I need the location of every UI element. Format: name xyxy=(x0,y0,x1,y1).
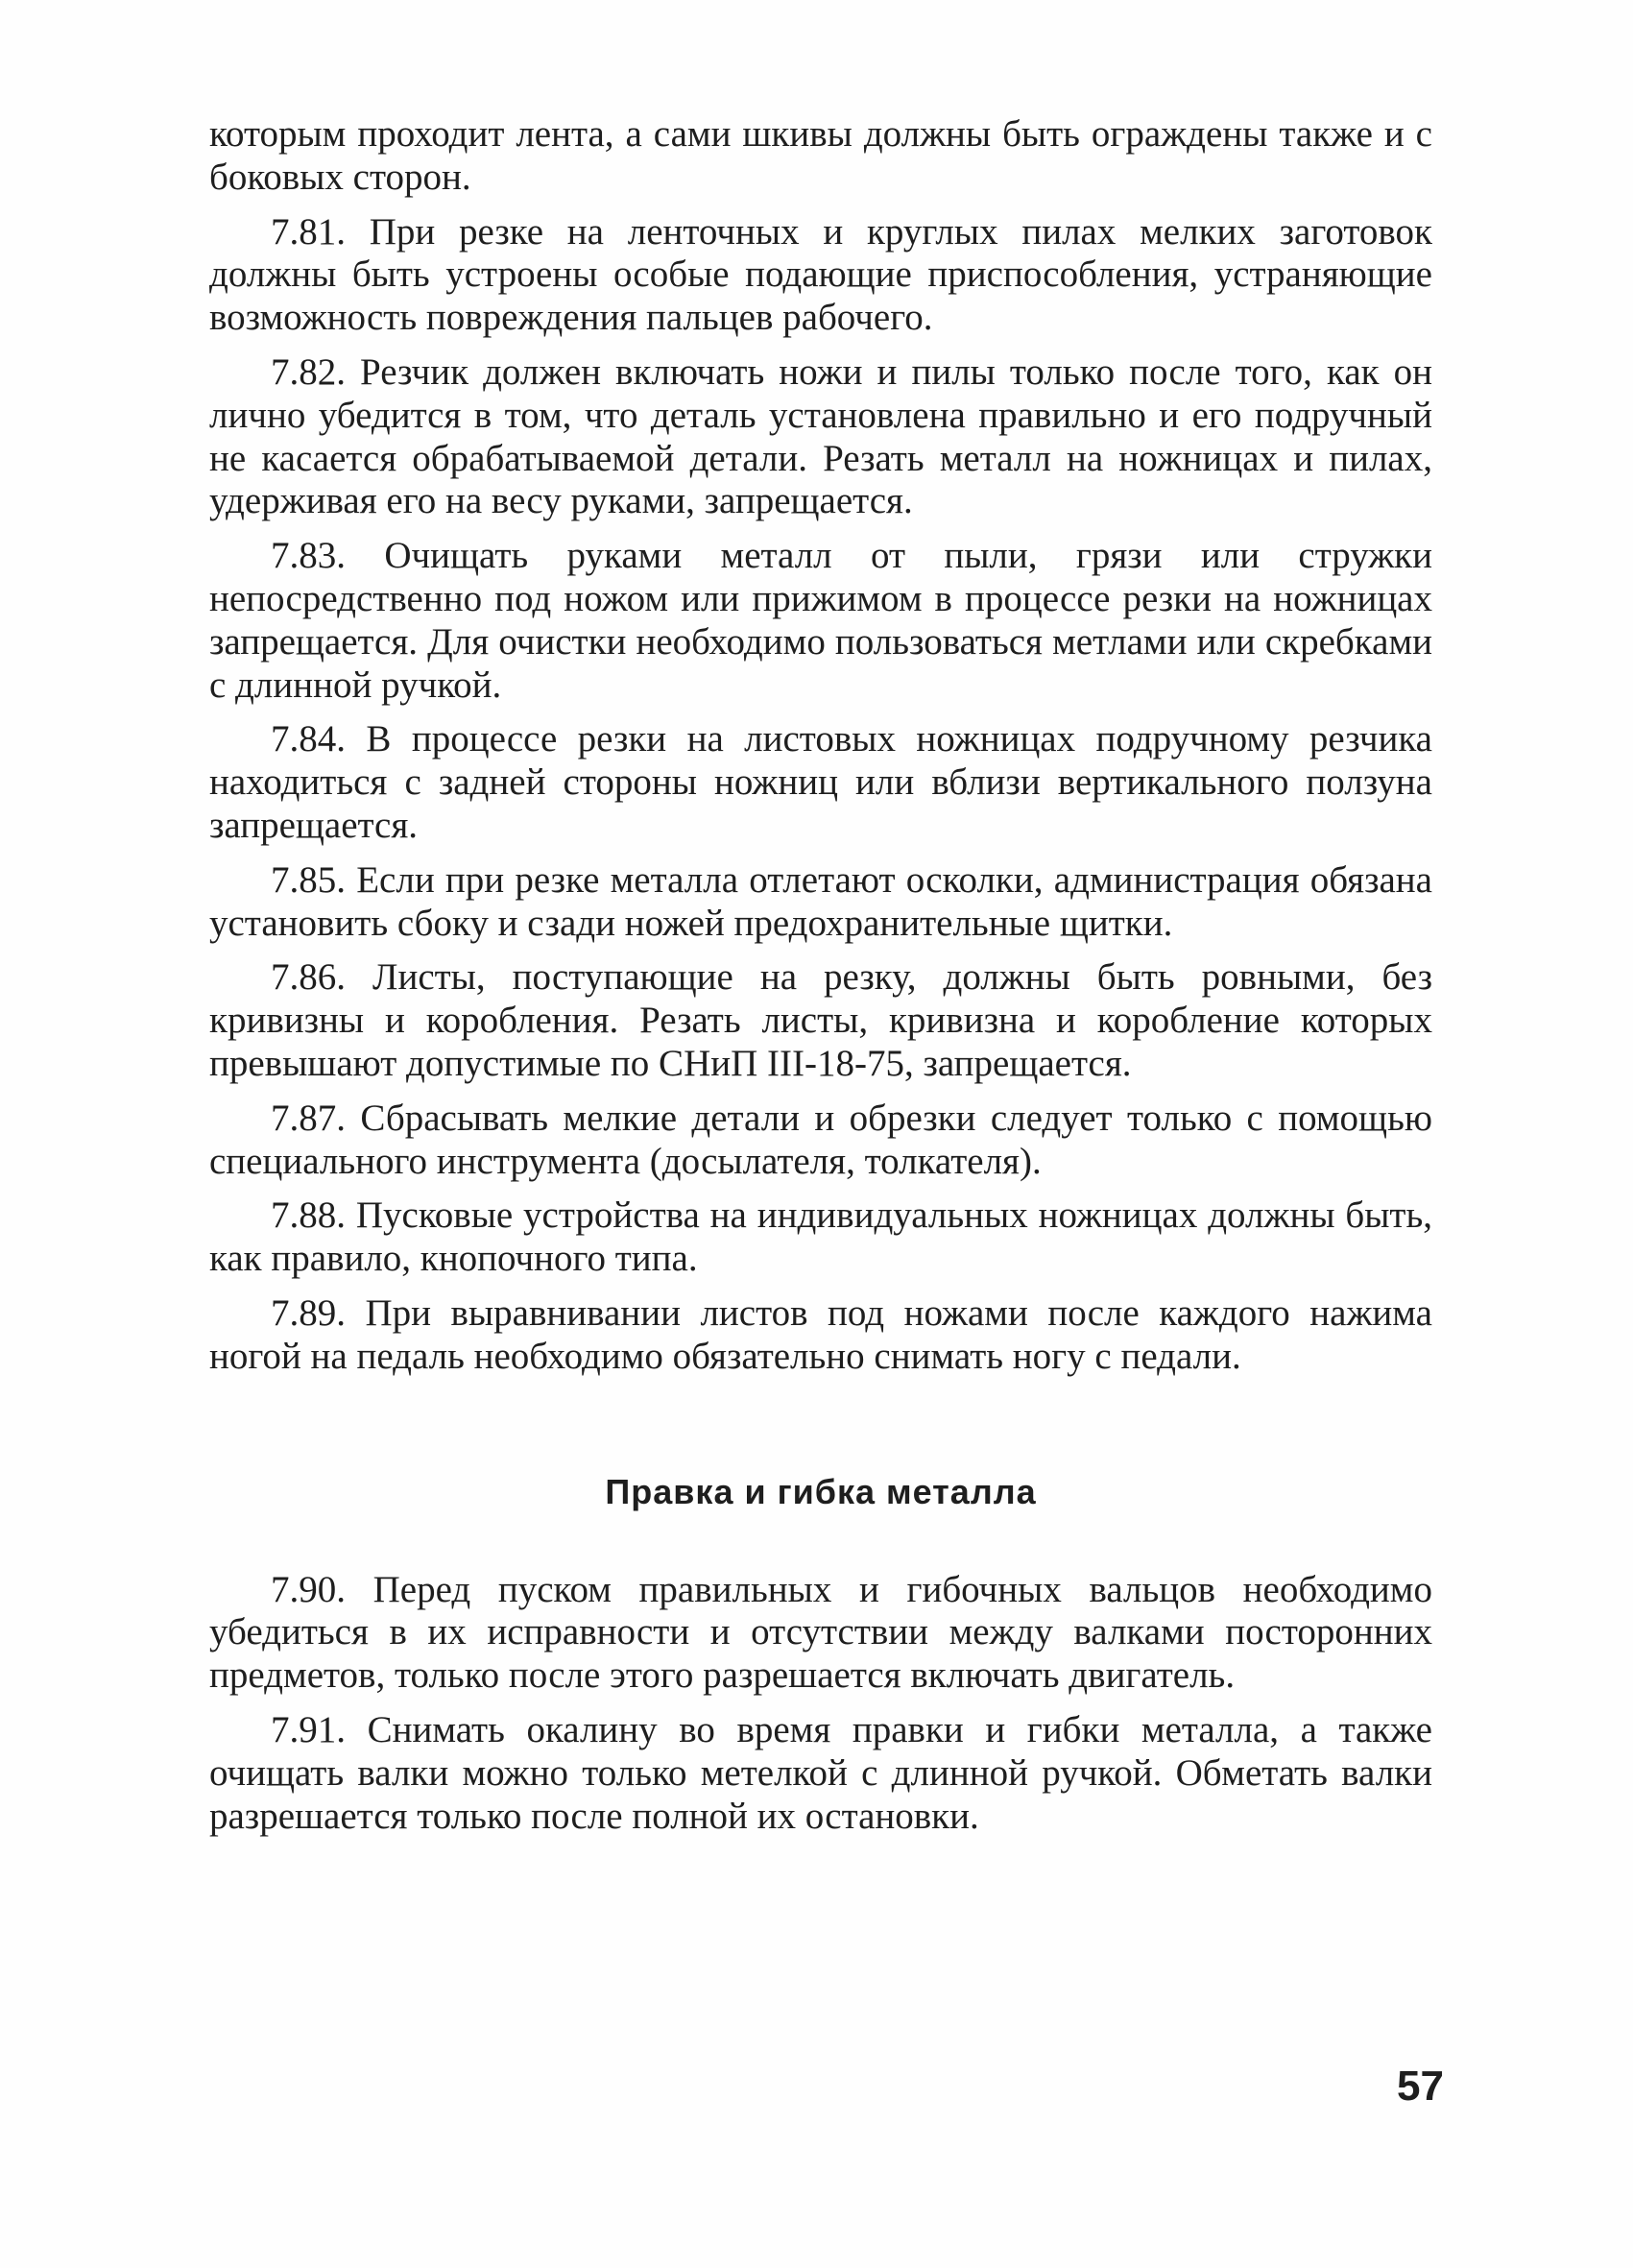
paragraph-7-85: 7.85. Если при резке металла отлетают осколки, администрация обязана установить сбоку и сзади ножей предохранительные щитки. xyxy=(209,858,1432,944)
paragraph-7-81: 7.81. При резке на ленточных и круглых пилах мелких заготовок должны быть устроены особые подающие приспособления, устраняющие возможность повреждения пальцев рабочего. xyxy=(209,210,1432,339)
paragraph-7-87: 7.87. Сбрасывать мелкие детали и обрезки следует только с помощью специального инструмента (досылателя, толкателя). xyxy=(209,1097,1432,1182)
text-column xyxy=(209,113,1432,1838)
paragraph-7-90: 7.90. Перед пуском правильных и гибочных вальцов необходимо убедиться в их исправности и отсутствии между валками посторонних предметов, только после этого разрешается включать двигатель. xyxy=(209,1568,1432,1697)
paragraph-7-82: 7.82. Резчик должен включать ножи и пилы только после того, как он лично убедится в том, что деталь установлена правильно и его подручный не касается обрабатываемой детали. Резать металл на ножницах и пилах, удерживая его на весу руками, запрещается. xyxy=(209,350,1432,522)
page-number: 57 xyxy=(1397,2063,1444,2110)
paragraph-continuation: которым проходит лента, а сами шкивы должны быть ограждены также и с боковых сторон. xyxy=(209,113,1432,198)
paragraph-7-89: 7.89. При выравнивании листов под ножами после каждого нажима ногой на педаль необходимо обязательно снимать ногу с педали. xyxy=(209,1291,1432,1377)
paragraph-7-86: 7.86. Листы, поступающие на резку, должны быть ровными, без кривизны и коробления. Резать листы, кривизна и коробление которых превышают допустимые по СНиП III-18-75, запрещается. xyxy=(209,956,1432,1084)
paragraph-7-83: 7.83. Очищать руками металл от пыли, грязи или стружки непосредственно под ножом или прижимом в процессе резки на ножницах запрещается. Для очистки необходимо пользоваться метлами или скребками с длинной ручкой. xyxy=(209,535,1432,706)
paragraph-7-84: 7.84. В процессе резки на листовых ножницах подручному резчика находиться с задней стороны ножниц или вблизи вертикального ползуна запрещается. xyxy=(209,718,1432,846)
section-heading: Правка и гибка металла xyxy=(605,1471,1037,1511)
paragraph-7-91: 7.91. Снимать окалину во время правки и гибки металла, а также очищать валки можно только метелкой с длинной ручкой. Обметать валки разрешается только после полной их остановки. xyxy=(209,1708,1432,1837)
paragraph-7-88: 7.88. Пусковые устройства на индивидуальных ножницах должны быть, как правило, кнопочного типа. xyxy=(209,1194,1432,1280)
